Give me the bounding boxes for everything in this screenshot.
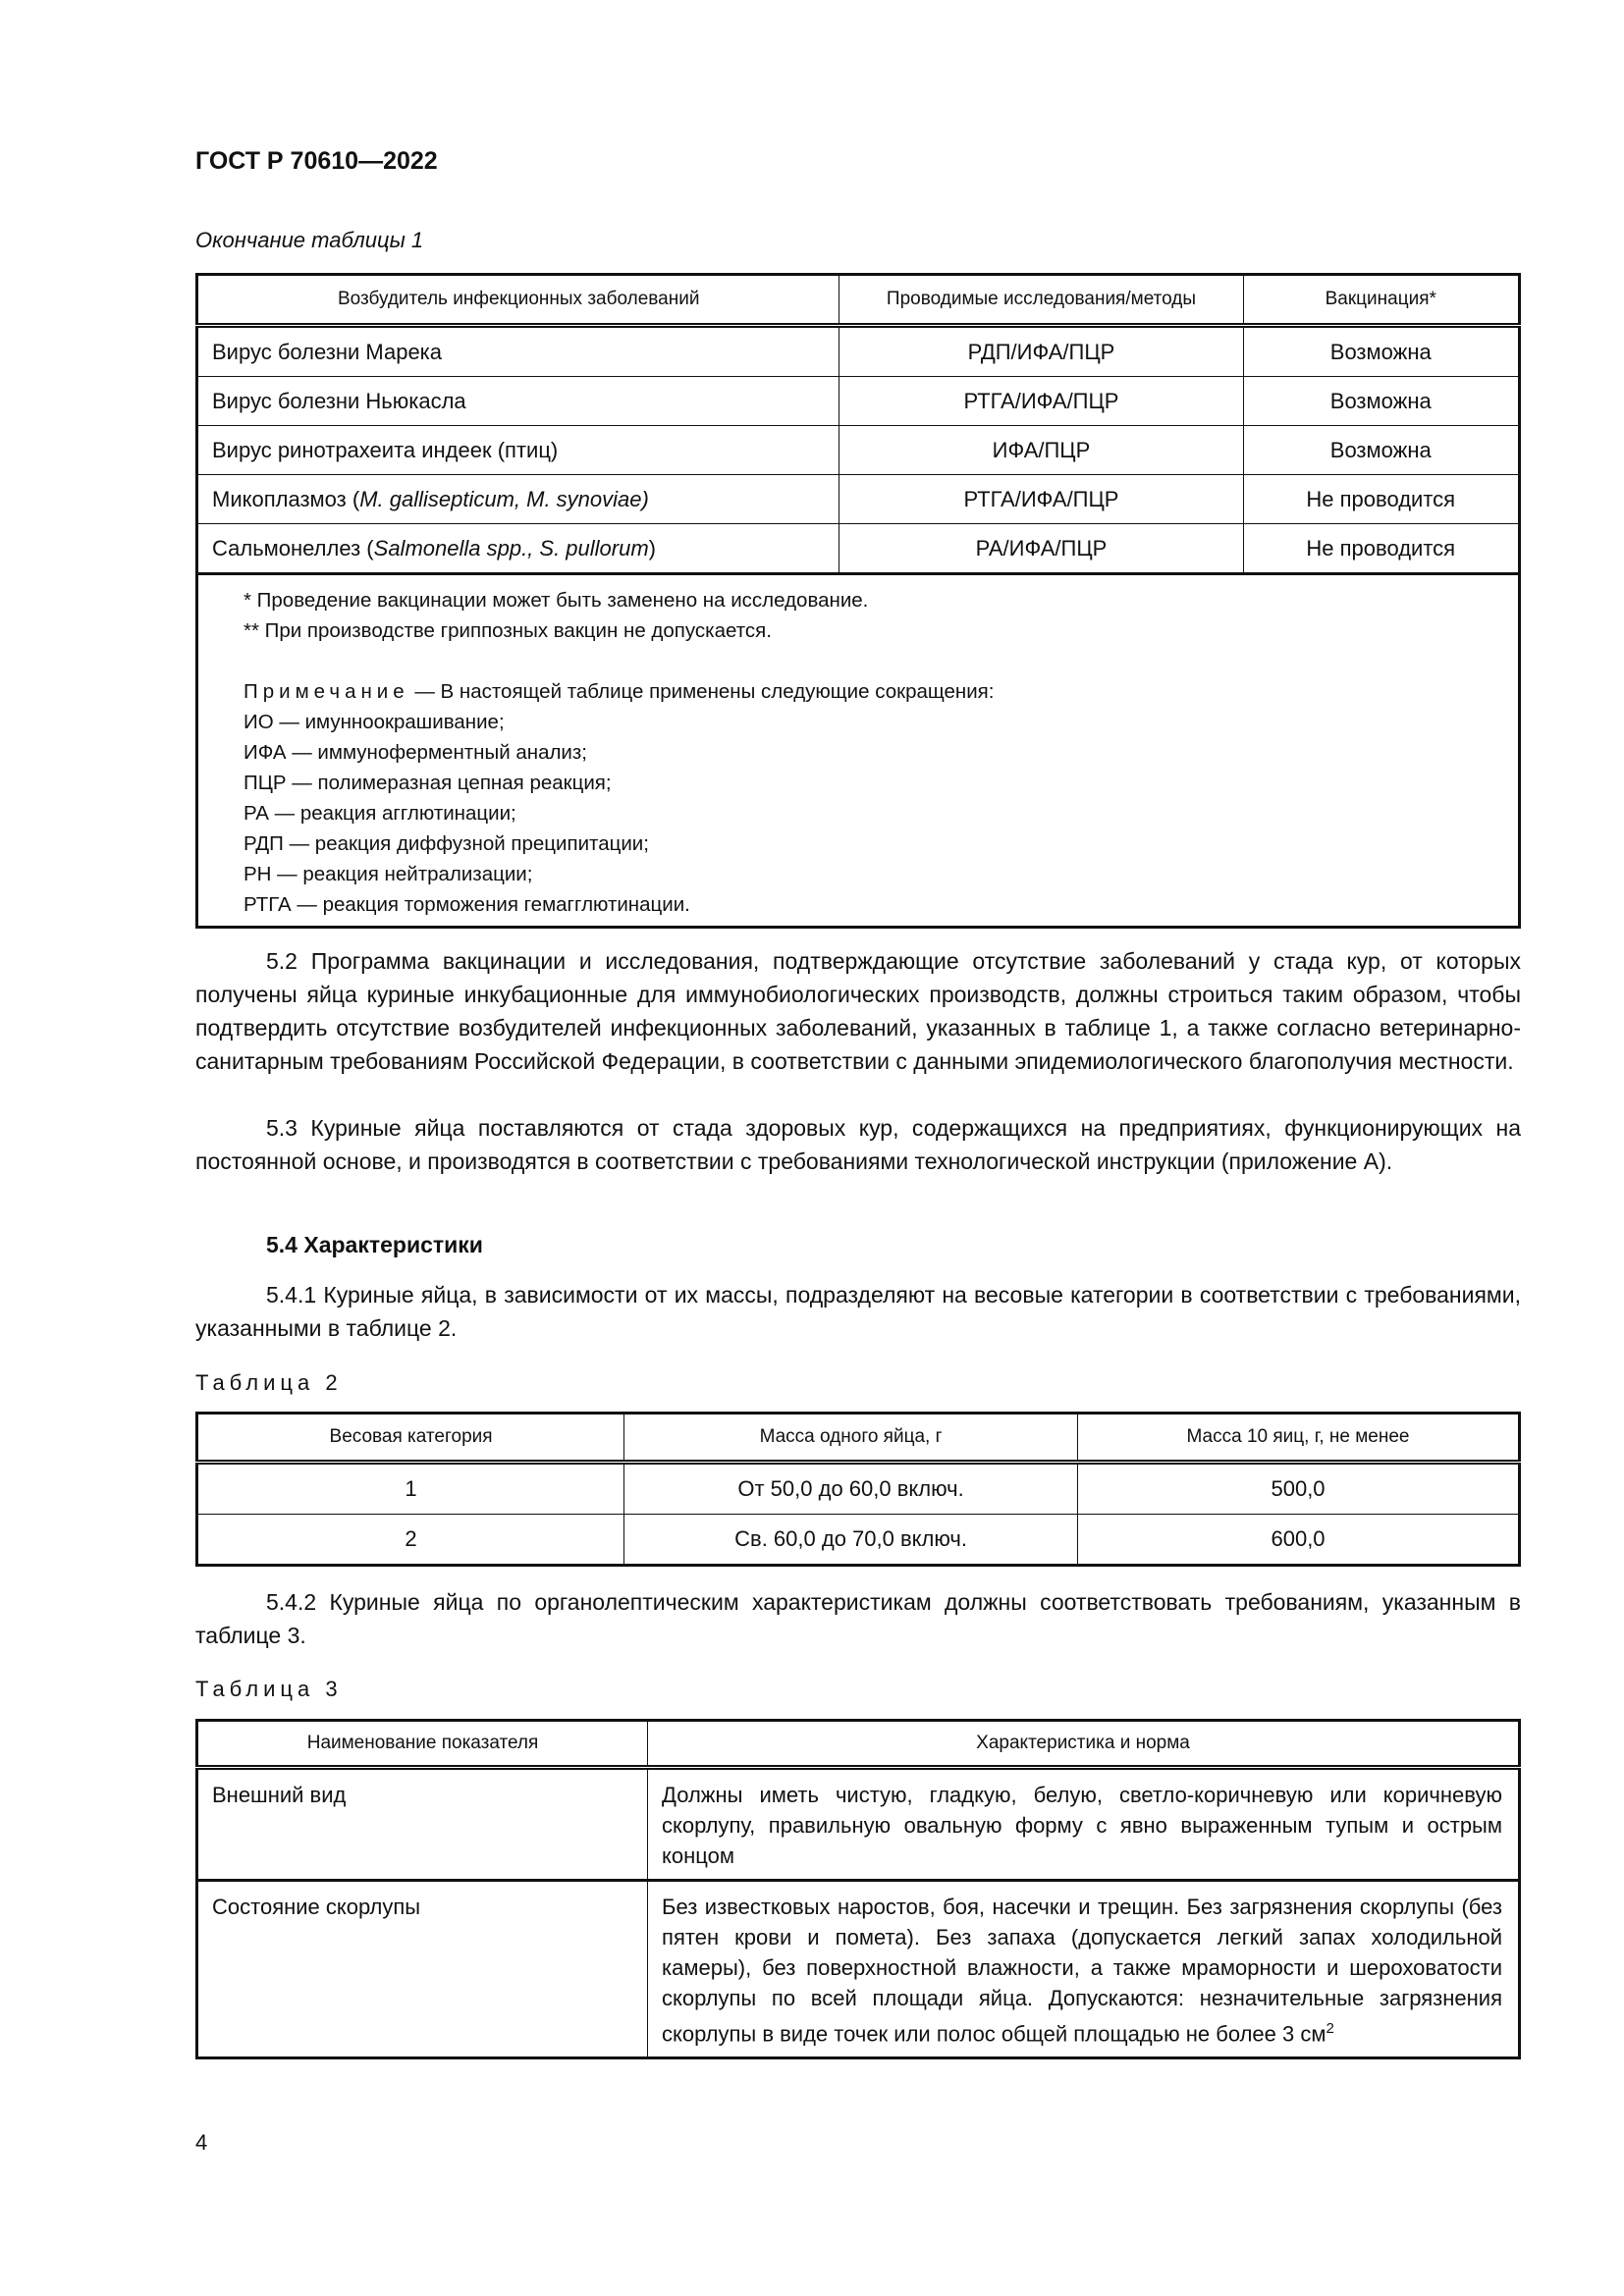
table-3	[195, 1719, 1521, 2059]
column-header: Проводимые исследования/методы	[839, 275, 1243, 326]
abbreviation: РДП — реакция диффузной преципитации;	[244, 832, 649, 855]
table-row	[197, 1515, 1520, 1566]
abbreviation: РТГА — реакция торможения гемагглютинации.	[244, 893, 690, 916]
abbreviation: РН — реакция нейтрализации;	[244, 863, 533, 885]
table-row	[197, 524, 1520, 574]
superscript: 2	[1326, 2020, 1334, 2037]
category-cell: 2	[197, 1515, 624, 1566]
vaccination-cell: Не проводится	[1243, 524, 1519, 574]
column-header: Весовая категория	[197, 1414, 624, 1463]
abbreviation: ИО — имунноокрашивание;	[244, 711, 505, 733]
methods-cell: ИФА/ПЦР	[839, 426, 1243, 475]
paragraph-5-4-2: 5.4.2 Куриные яйца по органолептическим характеристикам должны соответствовать требованиям, указанным в таблице 3.	[195, 1589, 1521, 1648]
paragraph-5-3: 5.3 Куриные яйца поставляются от стада здоровых кур, содержащихся на предприятиях, функционирующих на постоянной основе, и производятся в соответствии с требованиями технологической инструкции (приложение А).	[195, 1115, 1521, 1174]
note	[244, 676, 1518, 707]
table1-continuation-label: Окончание таблицы 1	[195, 228, 424, 252]
table-1	[195, 273, 1521, 929]
document-id: ГОСТ Р 70610—2022	[195, 147, 438, 175]
methods-cell: РА/ИФА/ПЦР	[839, 524, 1243, 574]
indicator-name-cell: Внешний вид	[197, 1768, 648, 1881]
agent-species: Salmonella spp., S. pullorum	[373, 535, 649, 561]
agent-cell	[197, 475, 839, 524]
agent-species: M. gallisepticum, M. synoviae)	[359, 486, 649, 511]
vaccination-cell: Возможна	[1243, 426, 1519, 475]
mass-one-cell: От 50,0 до 60,0 включ.	[624, 1463, 1078, 1515]
table-row	[197, 475, 1520, 524]
note-label: Примечание	[244, 680, 409, 703]
column-header: Вакцинация*	[1243, 275, 1519, 326]
table-header-row	[197, 1721, 1520, 1768]
section-heading-5-4: 5.4 Характеристики	[266, 1232, 483, 1257]
agent-cell: Вирус болезни Ньюкасла	[197, 377, 839, 426]
paragraph-5-4-1: 5.4.1 Куриные яйца, в зависимости от их массы, подразделяют на весовые категории в соответствии с требованиями, указанными в таблице 2.	[195, 1282, 1521, 1341]
methods-cell: РТГА/ИФА/ПЦР	[839, 475, 1243, 524]
table-2	[195, 1412, 1521, 1567]
table3-caption: Таблица 3	[195, 1677, 343, 1701]
agent-name: Сальмонеллез (	[212, 535, 374, 561]
mass-ten-cell: 600,0	[1078, 1515, 1520, 1566]
table-row	[197, 1463, 1520, 1515]
table-header-row	[197, 1414, 1520, 1463]
vaccination-cell: Возможна	[1243, 326, 1519, 377]
norm-cell: Должны иметь чистую, гладкую, белую, светло-коричневую или коричневую скорлупу, правильную овальную форму с явно выраженным тупым и острым концом	[648, 1768, 1520, 1881]
methods-cell: РДП/ИФА/ПЦР	[839, 326, 1243, 377]
note-text: — В настоящей таблице применены следующие сокращения:	[408, 680, 995, 703]
table-row	[197, 326, 1520, 377]
table-row	[197, 377, 1520, 426]
footnote: ** При производстве гриппозных вакцин не допускается.	[244, 619, 772, 642]
mass-one-cell: Св. 60,0 до 70,0 включ.	[624, 1515, 1078, 1566]
norm-text: Без известковых наростов, боя, насечки и трещин. Без загрязнения скорлупы (без пятен крови и помета). Без запаха (допускается легкий запах холодильной камеры), без поверхностной влажности, а также мраморности и шероховатости скорлупы по всей площади яйца. Допускаются: незначительные загрязнения скорлупы в виде точек или полос общей площадью не более 3 см	[662, 1895, 1502, 2047]
column-header: Масса одного яйца, г	[624, 1414, 1078, 1463]
table-notes-row	[197, 574, 1520, 928]
table-notes	[197, 574, 1520, 928]
agent-cell: Вирус ринотрахеита индеек (птиц)	[197, 426, 839, 475]
column-header: Возбудитель инфекционных заболеваний	[197, 275, 839, 326]
abbreviation: ИФА — иммуноферментный анализ;	[244, 741, 587, 764]
indicator-name-cell: Состояние скорлупы	[197, 1881, 648, 2058]
agent-name: Микоплазмоз (	[212, 486, 360, 511]
category-cell: 1	[197, 1463, 624, 1515]
abbreviation: ПЦР — полимеразная цепная реакция;	[244, 772, 612, 794]
methods-cell: РТГА/ИФА/ПЦР	[839, 377, 1243, 426]
column-header: Масса 10 яиц, г, не менее	[1078, 1414, 1520, 1463]
table-row	[197, 1768, 1520, 1881]
table2-caption: Таблица 2	[195, 1370, 343, 1395]
table-row	[197, 1881, 1520, 2058]
agent-cell	[197, 524, 839, 574]
column-header: Характеристика и норма	[648, 1721, 1520, 1768]
vaccination-cell: Не проводится	[1243, 475, 1519, 524]
vaccination-cell: Возможна	[1243, 377, 1519, 426]
table-header-row	[197, 275, 1520, 326]
agent-suffix: )	[648, 535, 656, 561]
abbreviation: РА — реакция агглютинации;	[244, 802, 516, 825]
paragraph-5-2: 5.2 Программа вакцинации и исследования, подтверждающие отсутствие заболеваний у стада кур, от которых получены яйца куриные инкубационные для иммунобиологических производств, должны строиться таким образом, чтобы подтвердить отсутствие возбудителей инфекционных заболеваний, указанных в таблице 1, а также согласно ветеринарно-санитарным требованиям Российской Федерации, в соответствии с данными эпидемиологического благополучия местности.	[195, 948, 1521, 1074]
footnote: * Проведение вакцинации может быть заменено на исследование.	[244, 589, 869, 612]
page-number: 4	[195, 2130, 208, 2155]
agent-cell: Вирус болезни Марека	[197, 326, 839, 377]
norm-cell	[648, 1881, 1520, 2058]
mass-ten-cell: 500,0	[1078, 1463, 1520, 1515]
column-header: Наименование показателя	[197, 1721, 648, 1768]
table-row	[197, 426, 1520, 475]
